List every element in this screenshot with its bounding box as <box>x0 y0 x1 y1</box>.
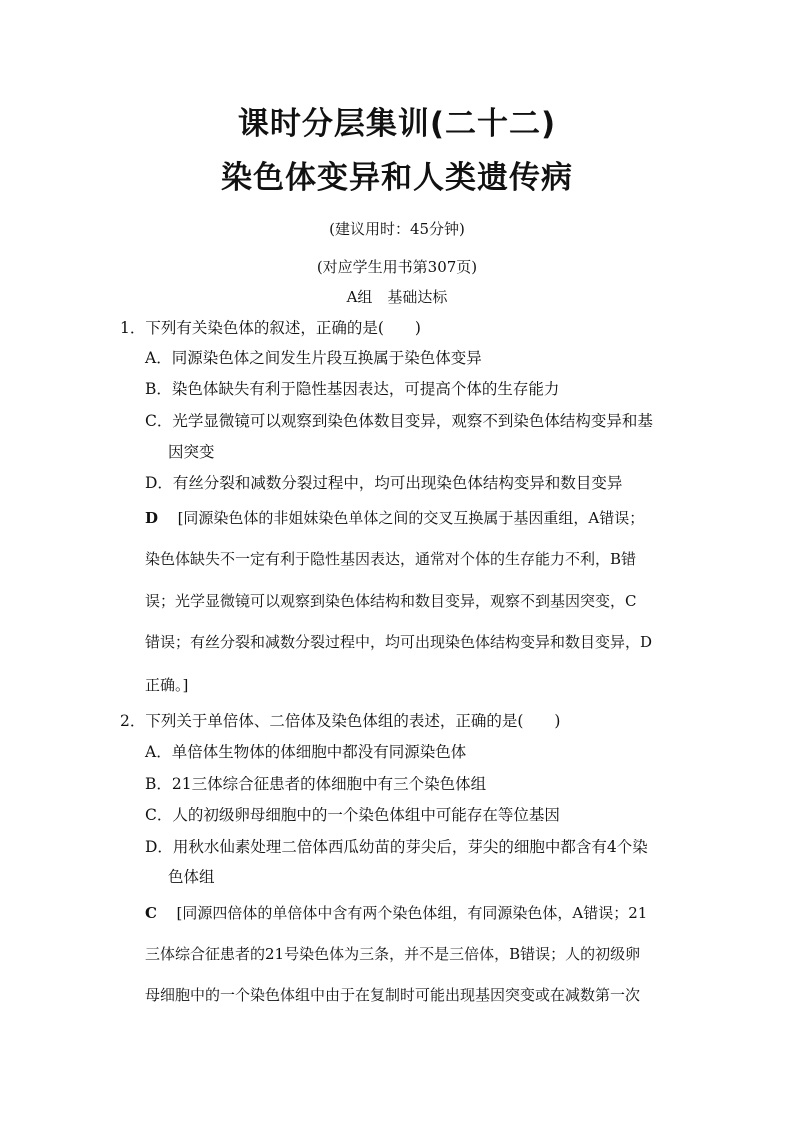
question-1-answer-letter: D <box>145 509 159 527</box>
question-1-explanation-line: 误；光学显微镜可以观察到染色体结构和数目变异，观察不到基因突变，C <box>145 592 637 610</box>
group-heading: A组 基础达标 <box>346 288 448 306</box>
question-2-explanation-line: [同源四倍体的单倍体中含有两个染色体组，有同源染色体，A错误；21 <box>176 904 648 922</box>
question-1-stem: 1．下列有关染色体的叙述，正确的是( ) <box>120 319 421 337</box>
question-1-option-a: A．同源染色体之间发生片段互换属于染色体变异 <box>145 349 482 367</box>
question-2-option-d: D．用秋水仙素处理二倍体西瓜幼苗的芽尖后，芽尖的细胞中都含有4个染 <box>145 838 648 856</box>
question-2-stem: 2．下列关于单倍体、二倍体及染色体组的表述，正确的是( ) <box>120 712 561 730</box>
question-2-option-c: C．人的初级卵母细胞中的一个染色体组中可能存在等位基因 <box>145 806 560 824</box>
question-1-option-d: D．有丝分裂和减数分裂过程中，均可出现染色体结构变异和数目变异 <box>145 474 623 492</box>
question-1-option-c-continued: 因突变 <box>168 443 215 461</box>
question-1-option-c: C．光学显微镜可以观察到染色体数目变异，观察不到染色体结构变异和基 <box>145 412 653 430</box>
question-2-answer-line <box>145 902 647 923</box>
question-2-answer-letter: C <box>145 904 157 922</box>
question-1-explanation-line: 染色体缺失不一定有利于隐性基因表达，通常对个体的生存能力不利，B错 <box>145 550 637 568</box>
page-title: 课时分层集训(二十二) <box>237 106 557 142</box>
book-reference: (对应学生用书第307页) <box>316 258 478 276</box>
question-2-explanation-line: 母细胞中的一个染色体组中由于在复制时可能出现基因突变或在减数第一次 <box>145 986 641 1004</box>
page-subtitle: 染色体变异和人类遗传病 <box>221 160 573 196</box>
question-1-explanation-line: 正确。] <box>145 676 189 694</box>
question-2-option-b: B．21三体综合征患者的体细胞中有三个染色体组 <box>145 775 487 793</box>
question-1-option-b: B．染色体缺失有利于隐性基因表达，可提高个体的生存能力 <box>145 380 560 398</box>
question-2-option-d-continued: 色体组 <box>168 868 215 886</box>
question-2-option-a: A．单倍体生物体的体细胞中都没有同源染色体 <box>145 743 467 761</box>
question-2-explanation-line: 三体综合征患者的21号染色体为三条，并不是三倍体，B错误；人的初级卵 <box>145 945 641 963</box>
question-1-explanation-line: [同源染色体的非姐妹染色单体之间的交叉互换属于基因重组，A错误； <box>177 509 645 527</box>
question-1-answer-line <box>145 507 644 528</box>
question-1-explanation-line: 错误；有丝分裂和减数分裂过程中，均可出现染色体结构变异和数目变异，D <box>145 633 653 651</box>
suggested-time: (建议用时：45分钟) <box>329 220 465 238</box>
